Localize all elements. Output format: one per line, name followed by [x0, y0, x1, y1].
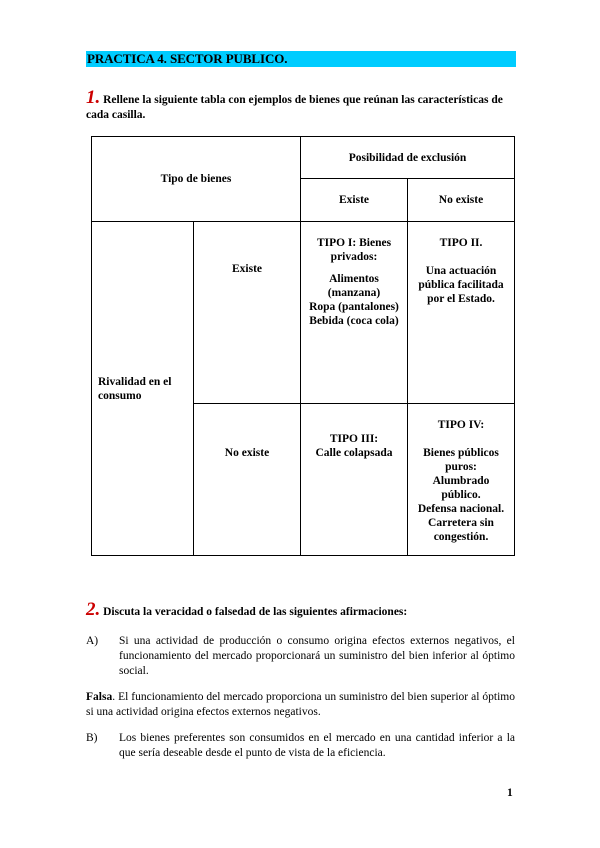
tipo-4-line: Alumbrado	[432, 475, 490, 487]
goods-table	[91, 136, 515, 556]
header-exclusion-existe: Existe	[301, 179, 408, 222]
row-header-rivalidad-no-existe: No existe	[194, 404, 301, 556]
tipo-1-line: Bebida (coca cola)	[309, 315, 399, 327]
cell-tipo-2	[408, 222, 515, 404]
cell-tipo-3	[301, 404, 408, 556]
row-header-rivalidad: Rivalidad en el consumo	[92, 222, 194, 556]
tipo-4-line: público.	[441, 489, 481, 501]
tipo-1-line: Ropa (pantalones)	[309, 301, 399, 313]
tipo-4-line: Bienes públicos	[423, 447, 499, 459]
tipo-2-line: Una actuación	[425, 265, 497, 277]
page-title: PRACTICA 4. SECTOR PUBLICO.	[86, 51, 516, 67]
tipo-2-line: pública facilitada	[418, 279, 504, 291]
tipo-4-line: congestión.	[433, 531, 489, 543]
question-1-number: 1.	[86, 87, 101, 108]
tipo-4-line: Defensa nacional.	[417, 503, 505, 515]
header-tipo-bienes: Tipo de bienes	[92, 137, 301, 222]
answer-a-text: . El funcionamiento del mercado proporciona un suministro del bien superior al óptimo si una actividad origina efectos externos negativos.	[86, 691, 515, 718]
answer-a-verdict: Falsa	[86, 691, 113, 703]
tipo-4-line: puros:	[445, 461, 477, 473]
answer-a	[86, 690, 515, 720]
tipo-4-line: Carretera sin	[428, 517, 494, 529]
statement-a-label: A)	[86, 635, 99, 647]
header-exclusion-no-existe: No existe	[408, 179, 515, 222]
statement-a-text: Si una actividad de producción o consumo origina efectos externos negativos, el funcionamiento del mercado proporcionará un suministro del bien inferior al óptimo social.	[119, 635, 515, 677]
page-number: 1	[507, 787, 513, 799]
question-2-text: Discuta la veracidad o falsedad de las siguientes afirmaciones:	[103, 606, 408, 618]
tipo-1-line: Alimentos	[329, 273, 379, 285]
row-header-rivalidad-existe: Existe	[194, 222, 301, 404]
tipo-1-title: TIPO I: Bienes privados:	[316, 237, 392, 263]
tipo-4-title: TIPO IV:	[437, 419, 485, 431]
header-exclusion: Posibilidad de exclusión	[301, 137, 515, 179]
question-1-text: Rellene la siguiente tabla con ejemplos de bienes que reúnan las características de cada casilla.	[86, 94, 503, 121]
cell-tipo-1	[301, 222, 408, 404]
question-2	[86, 599, 526, 620]
tipo-3-title: TIPO III:	[329, 433, 379, 445]
question-2-number: 2.	[86, 599, 101, 620]
question-1	[86, 87, 526, 123]
tipo-3-line: Calle colapsada	[315, 447, 393, 459]
statement-b-label: B)	[86, 732, 98, 744]
statement-b-text: Los bienes preferentes son consumidos en el mercado en una cantidad inferior a la que sería deseable desde el punto de vista de la eficiencia.	[119, 732, 515, 759]
tipo-2-title: TIPO II.	[439, 237, 483, 249]
tipo-2-line: por el Estado.	[427, 293, 495, 305]
tipo-1-line: (manzana)	[327, 287, 381, 299]
cell-tipo-4	[408, 404, 515, 556]
